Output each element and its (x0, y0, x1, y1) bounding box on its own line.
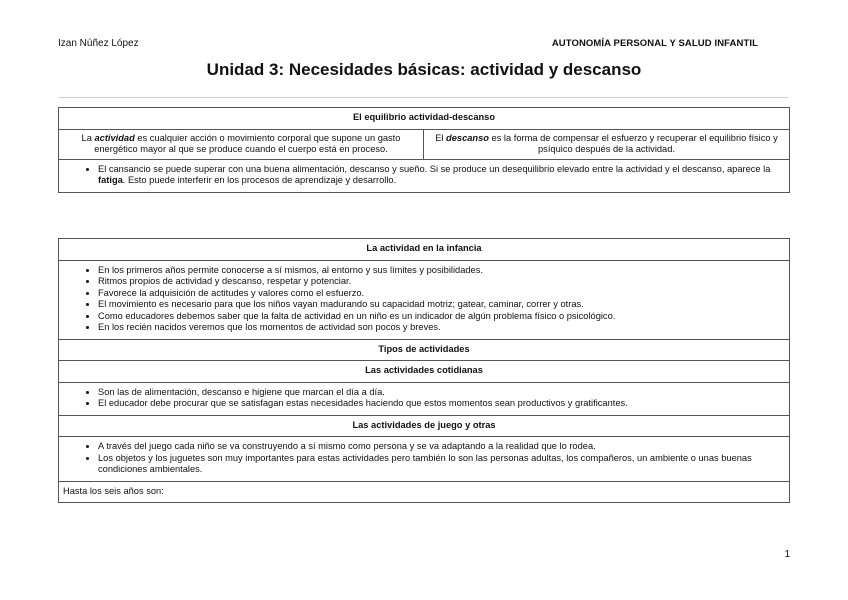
page-number: 1 (784, 549, 790, 560)
list-item: • Son las de alimentación, descanso e higiene que marcan el día a día. (98, 387, 784, 399)
childhood-activity-heading: La actividad en la infancia (59, 239, 790, 261)
fatigue-term: fatiga (98, 175, 123, 185)
list-item: • En los recién nacidos veremos que los momentos de actividad son pocos y breves. (98, 322, 784, 334)
activity-term: actividad (94, 132, 135, 143)
balance-table (58, 107, 790, 193)
list-item: • El movimiento es necesario para que los niños vayan madurando su capacidad motriz; gatear, caminar, correr y otras. (98, 299, 784, 311)
rest-term: descanso (446, 132, 489, 143)
list-item: • El educador debe procurar que se satisfagan estas necesidades haciendo que estos momentos sean productivos y gratificantes. (98, 398, 784, 410)
activity-types-heading: Tipos de actividades (59, 339, 790, 361)
daily-activities-heading: Las actividades cotidianas (59, 361, 790, 383)
page-title: Unidad 3: Necesidades básicas: actividad y descanso (206, 60, 642, 79)
list-item: • Ritmos propios de actividad y descanso, respetar y potenciar. (98, 276, 784, 288)
childhood-activity-table (58, 238, 790, 503)
subject-name: AUTONOMÍA PERSONAL Y SALUD INFANTIL (551, 38, 758, 49)
list-item: • Favorece la adquisición de actitudes y valores como el esfuerzo. (98, 288, 784, 300)
list-item: • Los objetos y los juguetes son muy importantes para estas actividades pero también lo son las personas adultas, los compañeros, un ambiente o unas buenas condiciones ambientales. (98, 453, 784, 476)
age-intro-cell: Hasta los seis años son: (59, 481, 790, 503)
list-item: • Como educadores debemos saber que la falta de actividad en un niño es un indicador de algún problema físico o psicológico. (98, 311, 784, 323)
title-divider (58, 97, 788, 98)
list-item: • En los primeros años permite conocerse a sí mismos, al entorno y sus límites y posibilidades. (98, 265, 784, 277)
list-item: • El cansancio se puede superar con una buena alimentación, descanso y sueño. Si se produce un desequilibrio elevado entre la actividad y el descanso, aparece la fatiga. Esto puede interferir en los procesos de aprendizaje y desarrollo. (98, 164, 784, 187)
daily-activities-list-cell (59, 382, 790, 415)
play-activities-list-cell (59, 437, 790, 482)
play-activities-heading: Las actividades de juego y otras (59, 415, 790, 437)
list-item: • A través del juego cada niño se va construyendo a sí mismo como persona y se va adaptando a la realidad que lo rodea. (98, 441, 784, 453)
childhood-activity-list-cell (59, 260, 790, 339)
author-name: Izan Núñez López (58, 38, 139, 49)
activity-definition-cell: La actividad es cualquier acción o movimiento corporal que supone un gasto energético mayor al que se produce cuando el cuerpo está en proceso. (59, 129, 424, 159)
balance-table-heading: El equilibrio actividad-descanso (59, 108, 790, 130)
rest-definition-cell: El descanso es la forma de compensar el esfuerzo y recuperar el equilibrio físico y psíquico después de la actividad. (424, 129, 790, 159)
fatigue-cell (59, 159, 790, 192)
